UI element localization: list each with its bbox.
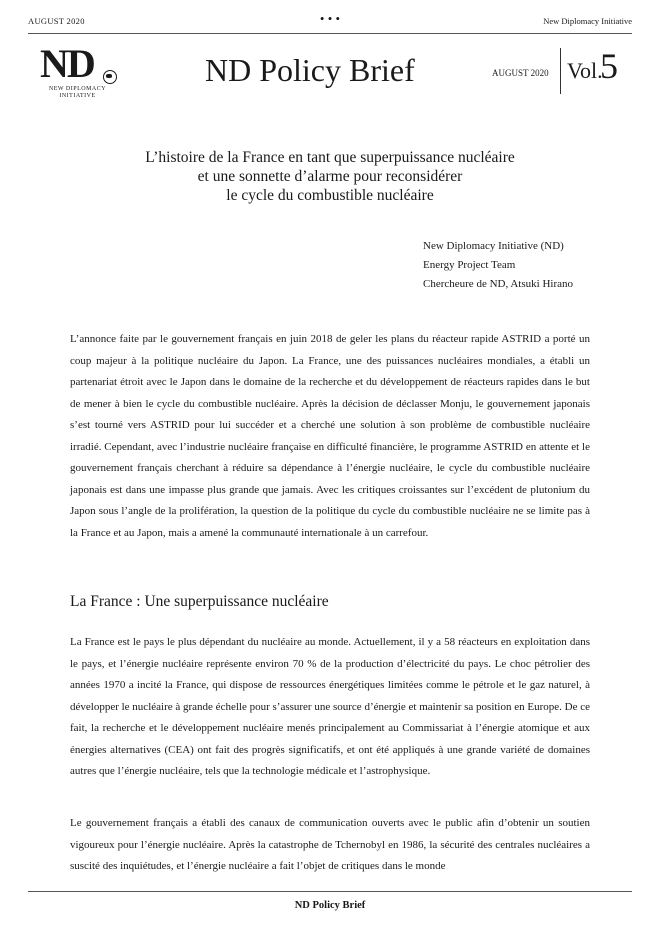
article-title-line3: le cycle du combustible nucléaire [226, 187, 434, 204]
logo-caption-line2: INITIATIVE [59, 92, 96, 99]
globe-icon [103, 70, 117, 84]
volume-divider [560, 48, 561, 94]
volume-number: 5 [600, 46, 618, 86]
volume-label: Vol. [567, 58, 603, 83]
intro-paragraph: L’annonce faite par le gouvernement français en juin 2018 de geler les plans du réacteur rapide ASTRID a porté un coup majeur à la politique nucléaire du Japon. La France, une des puissances nucléaires mondiales, a établi un partenariat étroit avec le Japon dans le domaine de la recherche et du développement de réacteurs rapides dans le but de mener à bien le cycle du combustible nucléaire. Après la décision de déclasser Monju, le gouvernement japonais s’est tourné vers ASTRID pour lui succéder et a cherché une solution à son problème de combustible nucléaire irradié. Cependant, avec l’industrie nucléaire française en difficulté financière, le programme ASTRID en attente et le gouvernement français cherchant à réduire sa dépendance à l’énergie nucléaire, le cycle du combustible nucléaire japonais est dans une impasse plus grande que jamais. Avec les critiques croissantes sur l’excédent de plutonium du Japon sous l’angle de la prolifération, la question de la politique du cycle du combustible nucléaire ne se limite pas à la France et au Japon, mais a amené la communauté internationale à un carrefour. [70, 333, 590, 539]
author-line: Chercheure de ND, Atsuki Hirano [423, 278, 573, 290]
section-heading: La France : Une superpuissance nucléaire [70, 593, 329, 610]
running-header [28, 11, 632, 30]
header-date: AUGUST 2020 [28, 16, 85, 26]
article-title-line1: L’histoire de la France en tant que superpuissance nucléaire [145, 149, 515, 166]
nd-logo [30, 41, 125, 104]
body-paragraph: La France est le pays le plus dépendant du nucléaire au monde. Actuellement, il y a 58 réacteurs en exploitation dans le pays, et l’énergie nucléaire représente environ 70 % de la production d’électricité du pays. Le choc pétrolier des années 1970 a incité la France, qui dispose de ressources énergétiques limitées comme le pétrole et le gaz naturel, à développer le nucléaire à grande échelle pour s’assurer une source d’énergie et maintenir sa position en Europe. De ce fait, la recherche et le développement nucléaire menés principalement au Commissariat à l’énergie atomique et aux énergies alternatives (CEA) ont fait des progrès significatifs, et ont été appliqués à une grande variété de domaines autres que l’énergie nucléaire, tels que la technologie médicale et l’astrophysique. [70, 636, 590, 777]
footer-divider [28, 891, 632, 892]
header-organization: New Diplomacy Initiative [543, 16, 632, 26]
article-title-line2: et une sonnette d’alarme pour reconsidérer [197, 168, 463, 185]
logo-caption [30, 86, 125, 99]
article-title [0, 148, 660, 205]
logo-mark: ND [40, 41, 94, 86]
author-block [423, 237, 573, 294]
header-divider [28, 33, 632, 34]
author-line: Energy Project Team [423, 259, 516, 271]
footer-title: ND Policy Brief [294, 900, 366, 911]
logo-caption-line1: NEW DIPLOMACY [48, 86, 107, 92]
header-dots: • • • [319, 11, 341, 26]
issue-date: AUGUST 2020 [492, 68, 549, 78]
author-line: New Diplomacy Initiative (ND) [423, 240, 564, 252]
body-paragraph: Le gouvernement français a établi des canaux de communication ouverts avec le public afin d’obtenir un soutien vigoureux pour l’énergie nucléaire. Après la catastrophe de Tchernobyl en 1986, la sécurité des centrales nucléaires a suscité des inquiétudes, et l’énergie nucléaire a fait l’objet de critiques dans le monde [70, 817, 590, 872]
brief-title: ND Policy Brief [205, 52, 415, 88]
